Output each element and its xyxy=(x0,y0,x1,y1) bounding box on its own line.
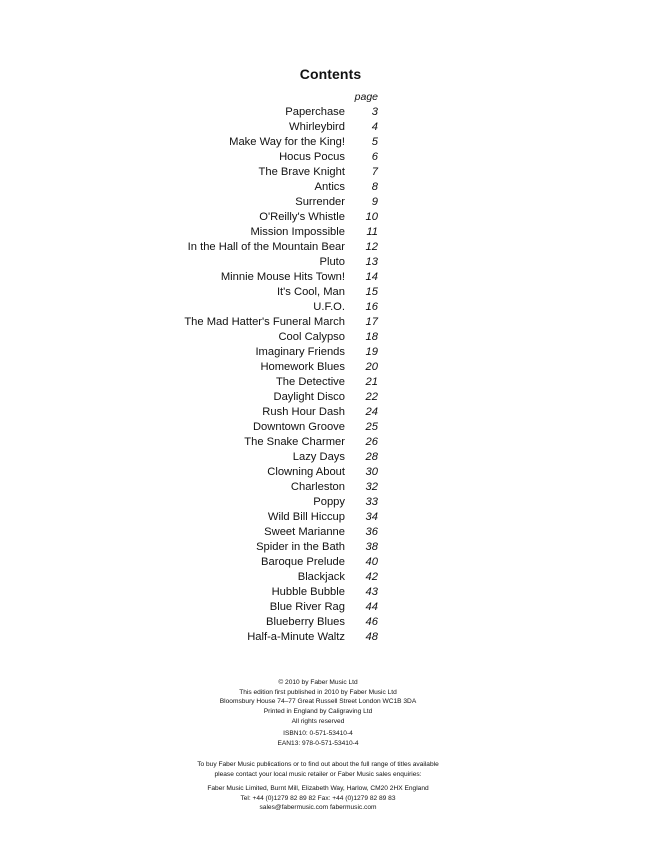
toc-entry-title: Downtown Groove xyxy=(252,421,345,433)
toc-entry-title: Lazy Days xyxy=(292,451,345,463)
toc-entry-page: 33 xyxy=(365,496,378,508)
toc-entry xyxy=(130,435,390,450)
toc-entry-page: 30 xyxy=(365,466,378,478)
toc-entry-title: In the Hall of the Mountain Bear xyxy=(187,241,345,253)
page-title: Contents xyxy=(299,66,362,82)
toc-entry-page: 9 xyxy=(371,196,378,208)
toc-entry-page: 26 xyxy=(365,436,378,448)
toc-entry-title: Blueberry Blues xyxy=(266,616,345,628)
toc-entry-page: 24 xyxy=(365,406,378,418)
toc-entry-page: 12 xyxy=(365,241,378,253)
toc-entry-page: 19 xyxy=(365,346,378,358)
toc-entry xyxy=(130,300,390,315)
toc-entry-page: 36 xyxy=(365,526,378,538)
toc-entry xyxy=(130,465,390,480)
toc-entry-page: 32 xyxy=(365,481,378,493)
copyright-block xyxy=(0,678,636,727)
toc-entry-title: Hocus Pocus xyxy=(279,151,345,163)
toc-entry xyxy=(130,510,390,525)
toc-entry-page: 5 xyxy=(371,136,378,148)
toc-entry-page: 14 xyxy=(365,271,378,283)
sales-address: Faber Music Limited, Burnt Mill, Elizabeth Way, Harlow, CM20 2HX England xyxy=(207,785,429,792)
toc-entry xyxy=(130,345,390,360)
isbn10: ISBN10: 0-571-53410-4 xyxy=(283,730,353,737)
toc-entry-title: Half-a-Minute Waltz xyxy=(247,631,345,643)
toc-entry-page: 10 xyxy=(365,211,378,223)
toc-entry xyxy=(130,210,390,225)
toc-entry-title: Blackjack xyxy=(297,571,345,583)
toc-entry-page: 15 xyxy=(365,286,378,298)
rights-line: All rights reserved xyxy=(291,717,345,725)
publisher-address: Bloomsbury House 74–77 Great Russell Street London WC1B 3DA xyxy=(219,698,417,706)
toc-entry xyxy=(130,585,390,600)
toc-entry xyxy=(130,195,390,210)
toc-entry xyxy=(130,285,390,300)
toc-entry-title: Surrender xyxy=(295,196,345,208)
copyright-line: © 2010 by Faber Music Ltd xyxy=(278,679,358,686)
toc-entry-page: 18 xyxy=(365,331,378,343)
toc-entry-title: Rush Hour Dash xyxy=(262,406,345,418)
toc-entry-page: 3 xyxy=(371,106,378,118)
toc-entry-page: 25 xyxy=(365,421,378,433)
toc-entry-page: 28 xyxy=(365,451,378,463)
toc-entry-page: 4 xyxy=(371,121,378,133)
toc-entry xyxy=(130,555,390,570)
toc-entry-page: 40 xyxy=(365,556,378,568)
toc-entry xyxy=(130,120,390,135)
toc-entry-title: The Mad Hatter's Funeral March xyxy=(184,316,345,328)
toc-entry-page: 48 xyxy=(365,631,378,643)
toc-entry-title: Antics xyxy=(314,181,345,193)
toc-entry-title: Wild Bill Hiccup xyxy=(267,511,345,523)
toc-entry-title: The Brave Knight xyxy=(258,166,345,178)
toc-entry xyxy=(130,420,390,435)
toc-entry-title: Homework Blues xyxy=(260,361,345,373)
toc-entry-page: 13 xyxy=(365,256,378,268)
toc-entry-page: 22 xyxy=(365,391,378,403)
toc-entry-title: Whirleybird xyxy=(289,121,345,133)
toc-entry xyxy=(130,150,390,165)
toc-entry-title: U.F.O. xyxy=(313,301,345,313)
toc-entry-page: 34 xyxy=(365,511,378,523)
toc-entry-title: Clowning About xyxy=(267,466,345,478)
toc-entry xyxy=(130,615,390,630)
toc-entry-title: Mission Impossible xyxy=(250,226,345,238)
toc-entry-title: Imaginary Friends xyxy=(255,346,345,358)
toc-entry-page: 43 xyxy=(365,586,378,598)
toc-entry xyxy=(130,135,390,150)
toc-entry xyxy=(130,495,390,510)
toc-entry-page: 38 xyxy=(365,541,378,553)
toc-entry-page: 7 xyxy=(371,166,378,178)
toc-entry-page: 21 xyxy=(365,376,378,388)
toc-entry-page: 16 xyxy=(365,301,378,313)
ean13: EAN13: 978-0-571-53410-4 xyxy=(277,739,359,747)
toc-entry xyxy=(130,630,390,645)
toc-entry-title: Make Way for the King! xyxy=(229,136,345,148)
contents-list xyxy=(130,105,390,645)
toc-entry-title: Hubble Bubble xyxy=(271,586,345,598)
toc-entry-title: Minnie Mouse Hits Town! xyxy=(220,271,345,283)
sales-contact-block xyxy=(0,784,636,813)
page-column-header: page xyxy=(354,91,378,103)
toc-entry-title: Baroque Prelude xyxy=(261,556,345,568)
purchase-line-2: please contact your local music retailer or Faber Music sales enquiries: xyxy=(214,770,422,778)
toc-entry-title: Spider in the Bath xyxy=(256,541,345,553)
toc-entry-title: Daylight Disco xyxy=(273,391,345,403)
toc-entry xyxy=(130,180,390,195)
toc-entry xyxy=(130,450,390,465)
edition-line: This edition first published in 2010 by Faber Music Ltd xyxy=(239,688,397,696)
toc-entry xyxy=(130,315,390,330)
toc-entry-title: Pluto xyxy=(319,256,345,268)
toc-entry-page: 46 xyxy=(365,616,378,628)
toc-entry xyxy=(130,255,390,270)
toc-entry-title: Sweet Marianne xyxy=(264,526,345,538)
toc-entry xyxy=(130,525,390,540)
toc-entry xyxy=(130,570,390,585)
toc-entry-title: Cool Calypso xyxy=(278,331,345,343)
toc-entry xyxy=(130,330,390,345)
toc-entry-page: 11 xyxy=(366,226,378,238)
toc-entry-title: Paperchase xyxy=(285,106,345,118)
toc-entry-title: O'Reilly's Whistle xyxy=(259,211,345,223)
toc-entry-title: Charleston xyxy=(290,481,345,493)
toc-entry-title: Poppy xyxy=(313,496,345,508)
email-web: sales@fabermusic.com fabermusic.com xyxy=(259,804,377,812)
toc-entry-page: 42 xyxy=(365,571,378,583)
toc-entry xyxy=(130,240,390,255)
toc-entry xyxy=(130,480,390,495)
toc-entry xyxy=(130,405,390,420)
toc-entry xyxy=(130,375,390,390)
toc-entry xyxy=(130,225,390,240)
toc-entry-title: The Detective xyxy=(275,376,345,388)
purchase-line-1: To buy Faber Music publications or to find out about the full range of titles available xyxy=(197,761,439,768)
toc-entry-page: 6 xyxy=(371,151,378,163)
toc-entry-page: 20 xyxy=(365,361,378,373)
toc-entry xyxy=(130,270,390,285)
toc-entry-title: Blue River Rag xyxy=(269,601,345,613)
toc-entry xyxy=(130,540,390,555)
printer-line: Printed in England by Caligraving Ltd xyxy=(263,708,373,716)
toc-entry xyxy=(130,600,390,615)
toc-entry-title: It's Cool, Man xyxy=(276,286,345,298)
toc-entry-page: 8 xyxy=(371,181,378,193)
toc-entry xyxy=(130,360,390,375)
toc-entry xyxy=(130,165,390,180)
toc-entry-page: 44 xyxy=(365,601,378,613)
toc-entry xyxy=(130,390,390,405)
toc-entry-page: 17 xyxy=(365,316,378,328)
toc-entry xyxy=(130,105,390,120)
toc-entry-title: The Snake Charmer xyxy=(244,436,345,448)
isbn-block xyxy=(0,729,636,748)
purchase-info-block xyxy=(0,760,636,779)
phone-fax: Tel: +44 (0)1279 82 89 82 Fax: +44 (0)1279 82 89 83 xyxy=(240,794,396,802)
